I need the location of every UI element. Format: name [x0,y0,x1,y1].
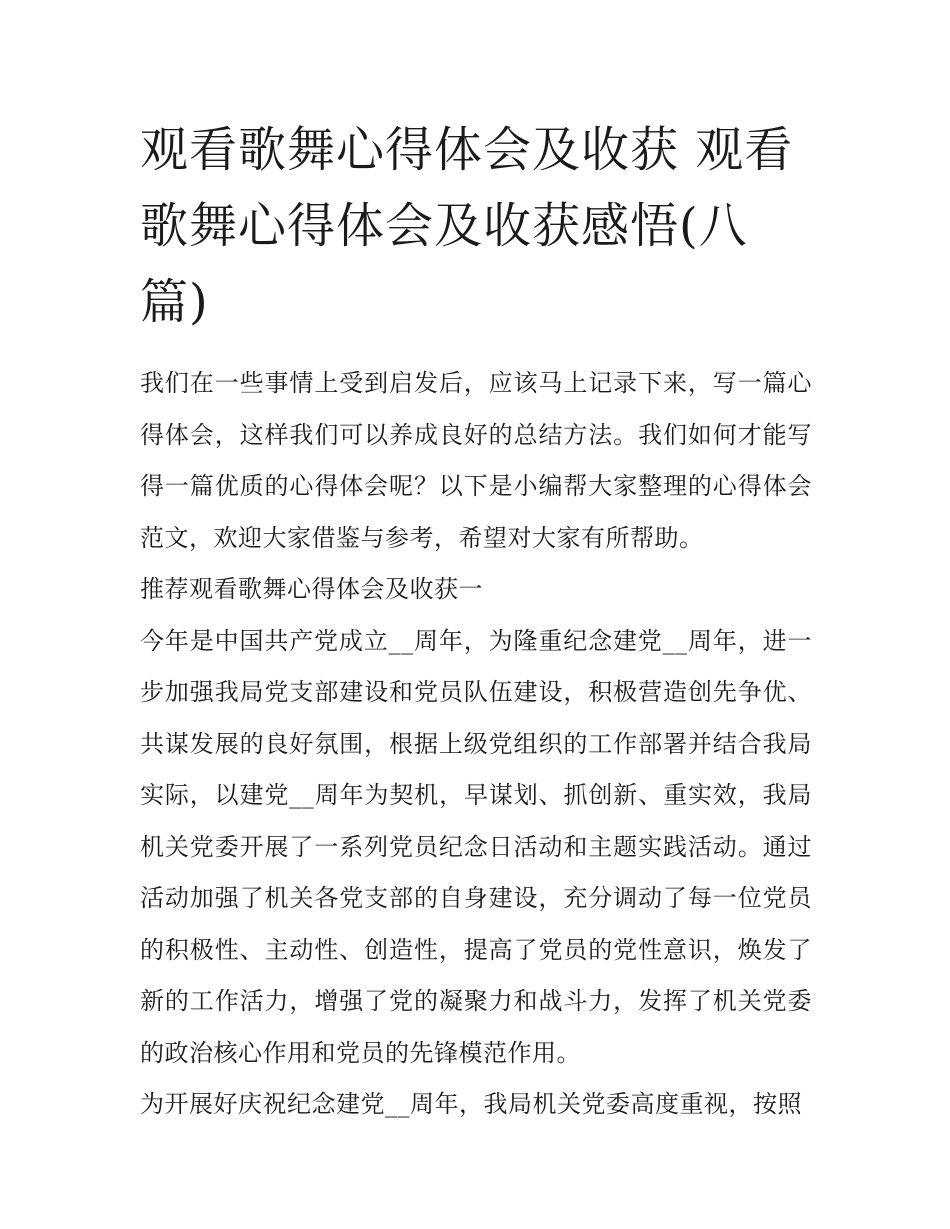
document-page [140,112,812,1131]
body-paragraph: 为开展好庆祝纪念建党__周年，我局机关党委高度重视，按照 [140,1090,802,1118]
body-paragraph: 今年是中国共产党成立__周年，为隆重纪念建党__周年，进一步加强我局党支部建设和党员队伍建设，积极营造创先争优、共谋发展的良好氛围，根据上级党组织的工作部署并结合我局实际，以建党__周年为契机，早谋划、抓创新、重实效，我局机关党委开展了一系列党员纪念日活动和主题实践活动。通过活动加强了机关各党支部的自身建设，充分调动了每一位党员的积极性、主动性、创造性，提高了党员的党性意识，焕发了新的工作活力，增强了党的凝聚力和战斗力，发挥了机关党委的政治核心作用和党员的先锋模范作用。 [140,626,812,1067]
section-heading: 推荐观看歌舞心得体会及收获一 [140,575,483,603]
document-title: 观看歌舞心得体会及收获 观看歌舞心得体会及收获感悟(八篇) [140,122,794,330]
intro-paragraph: 我们在一些事情上受到启发后，应该马上记录下来，写一篇心得体会，这样我们可以养成良好的总结方法。我们如何才能写得一篇优质的心得体会呢？以下是小编帮大家整理的心得体会范文，欢迎大家借鉴与参考，希望对大家有所帮助。 [140,369,812,552]
